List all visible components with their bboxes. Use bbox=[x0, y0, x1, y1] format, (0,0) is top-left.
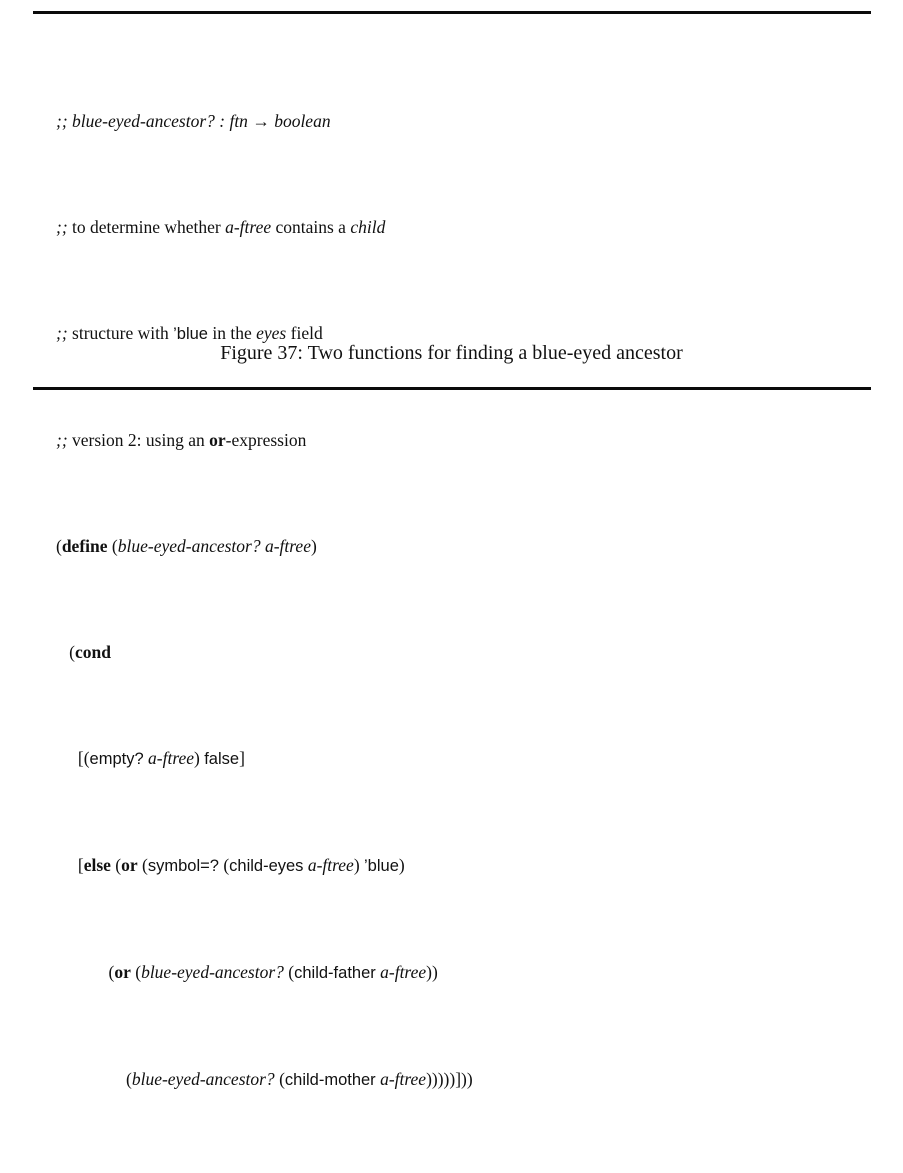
code-line-5: (define (blue-eyed-ancestor? a-ftree) bbox=[56, 535, 317, 556]
code-line-9: (or (blue-eyed-ancestor? (child-father a-ftree)) bbox=[56, 961, 438, 982]
code-line-4: ;; version 2: using an or-expression bbox=[56, 429, 307, 450]
code-line-6: (cond bbox=[56, 641, 111, 662]
figure-caption: Figure 37: Two functions for finding a blue-eyed ancestor bbox=[220, 342, 683, 364]
code-line-2: ;; to determine whether a-ftree contains a child bbox=[56, 216, 386, 237]
code-listing bbox=[56, 28, 856, 1173]
code-line-1: ;; blue-eyed-ancestor? : ftn → boolean bbox=[56, 110, 331, 131]
horizontal-rule-top bbox=[33, 11, 871, 14]
code-line-7: [(empty? a-ftree) false] bbox=[56, 747, 245, 768]
code-line-3: ;; structure with ’blue in the eyes field bbox=[56, 322, 323, 343]
code-line-10: (blue-eyed-ancestor? (child-mother a-ftree)))))])) bbox=[56, 1068, 473, 1089]
code-line-8: [else (or (symbol=? (child-eyes a-ftree) ’blue) bbox=[56, 854, 405, 875]
horizontal-rule-bottom bbox=[33, 387, 871, 390]
